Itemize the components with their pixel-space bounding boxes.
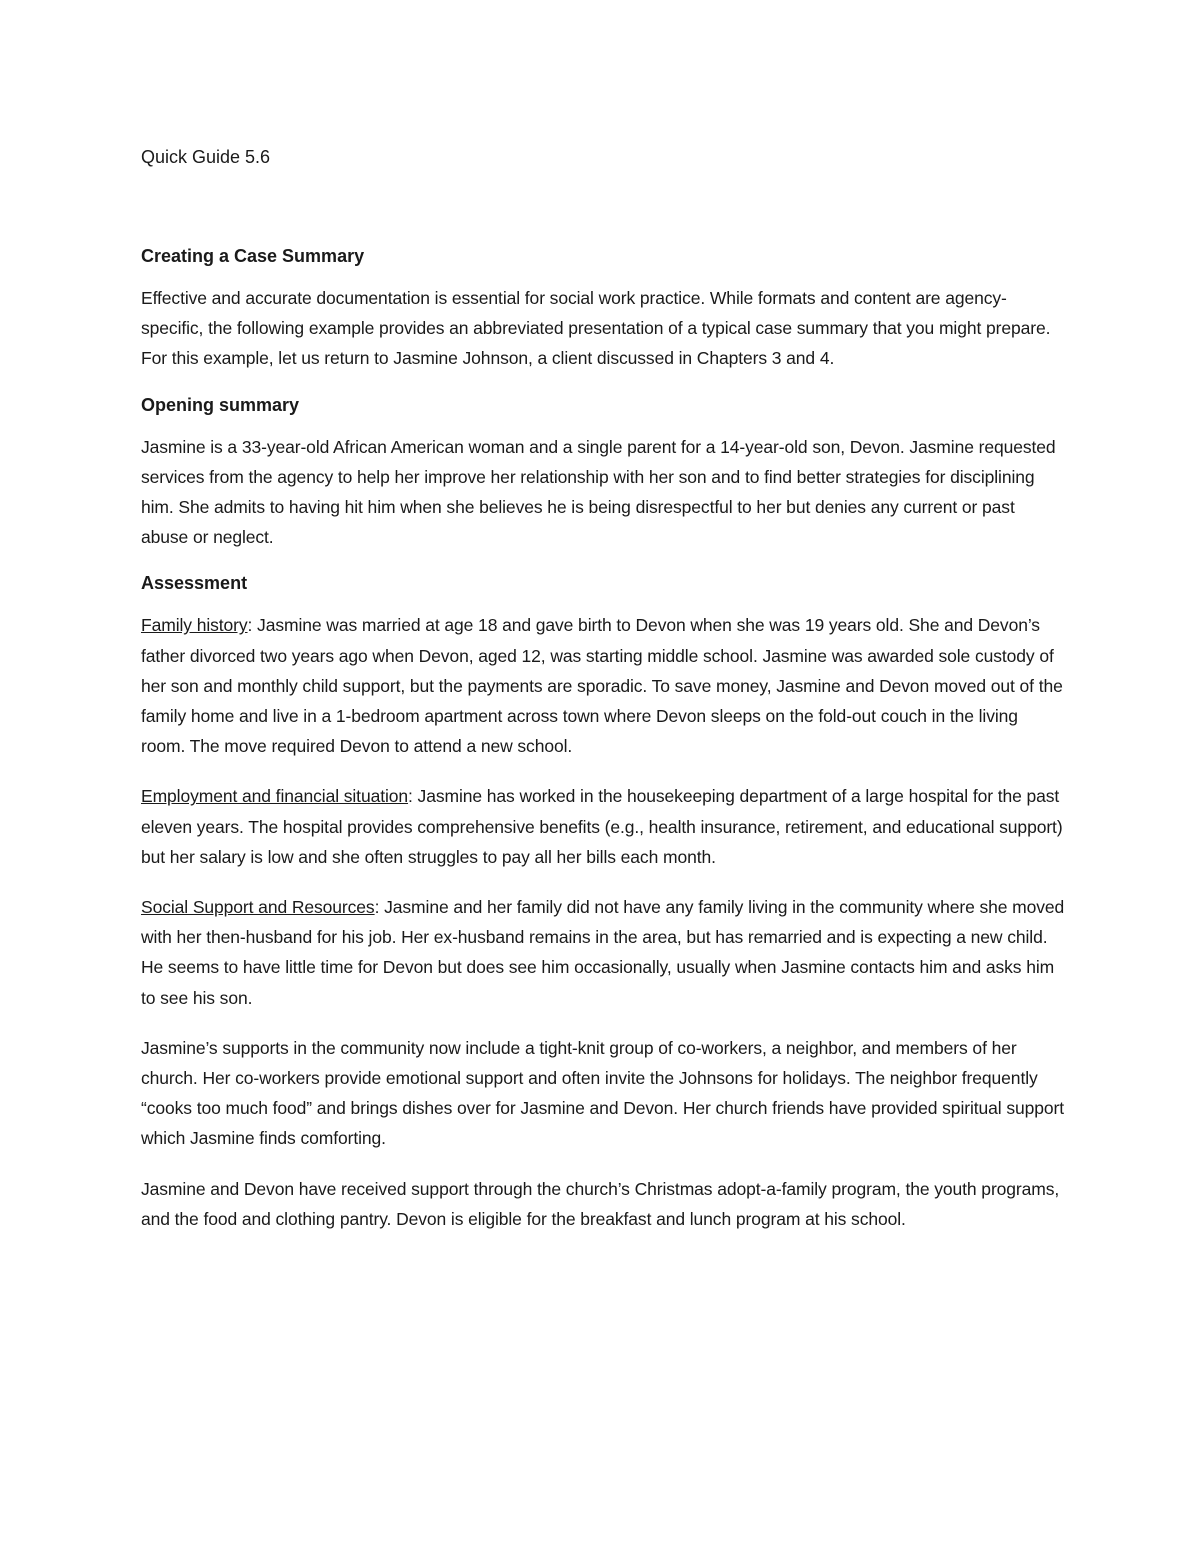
church-support-paragraph: Jasmine and Devon have received support through the church’s Christmas adopt-a-family program, the youth programs, and the food and clothing pantry. Devon is eligible for the breakfast and lunch program at his school.: [141, 1178, 1060, 1229]
family-history-text: : Jasmine was married at age 18 and gave birth to Devon when she was 19 years old. She and Devon’s father divorced two years ago when Devon, aged 12, was starting middle school. Jasmine was awarded sole custody of her son and monthly child support, but the payments are sporadic. To save money, Jasmine and Devon moved out of the family home and live in a 1-bedroom apartment across town where Devon sleeps on the fold-out couch in the living room. The move required Devon to attend a new school.: [141, 615, 1063, 757]
social-support-label: Social Support and Resources: [141, 897, 375, 918]
social-support-paragraph: [141, 892, 1066, 1013]
community-supports-paragraph: Jasmine’s supports in the community now include a tight-knit group of co-workers, a neighbor, and members of her church. Her co-workers provide emotional support and often invite the Johnsons for holidays. The neighbor frequently “cooks too much food” and brings dishes over for Jasmine and Devon. Her church friends have provided spiritual support which Jasmine finds comforting.: [141, 1037, 1064, 1149]
intro-paragraph: Effective and accurate documentation is essential for social work practice. While formats and content are agency-specific, the following example provides an abbreviated presentation of a typical case summary that you might prepare. For this example, let us return to Jasmine Johnson, a client discussed in Chapters 3 and 4.: [141, 288, 1051, 369]
opening-summary-heading: Opening summary: [141, 394, 300, 415]
assessment-heading: Assessment: [141, 573, 248, 594]
employment-text: : Jasmine has worked in the housekeeping department of a large hospital for the past eleven years. The hospital provides comprehensive benefits (e.g., health insurance, retirement, and educational support) but her salary is low and she often struggles to pay all her bills each month.: [141, 786, 1063, 867]
case-summary-heading: Creating a Case Summary: [141, 246, 365, 266]
social-support-text: : Jasmine and her family did not have any family living in the community where she moved with her then-husband for his job. Her ex-husband remains in the area, but has remarried and is expecting a new child. He seems to have little time for Devon but does see him occasionally, usually when Jasmine contacts him and asks him to see his son.: [141, 897, 1065, 1008]
document-title: Quick Guide 5.6: [141, 147, 271, 167]
employment-label: Employment and financial situation: [141, 786, 409, 807]
employment-paragraph: [141, 781, 1066, 872]
opening-summary-paragraph: Jasmine is a 33-year-old African American woman and a single parent for a 14-year-old son, Devon. Jasmine requested services from the agency to help her improve her relationship with her son and to find better strategies for disciplining him. She admits to having hit him when she believes he is being disrespectful to her but denies any current or past abuse or neglect.: [141, 436, 1056, 548]
document-page: [141, 142, 1066, 1234]
family-history-paragraph: [141, 610, 1066, 761]
family-history-label: Family history: [141, 615, 248, 636]
